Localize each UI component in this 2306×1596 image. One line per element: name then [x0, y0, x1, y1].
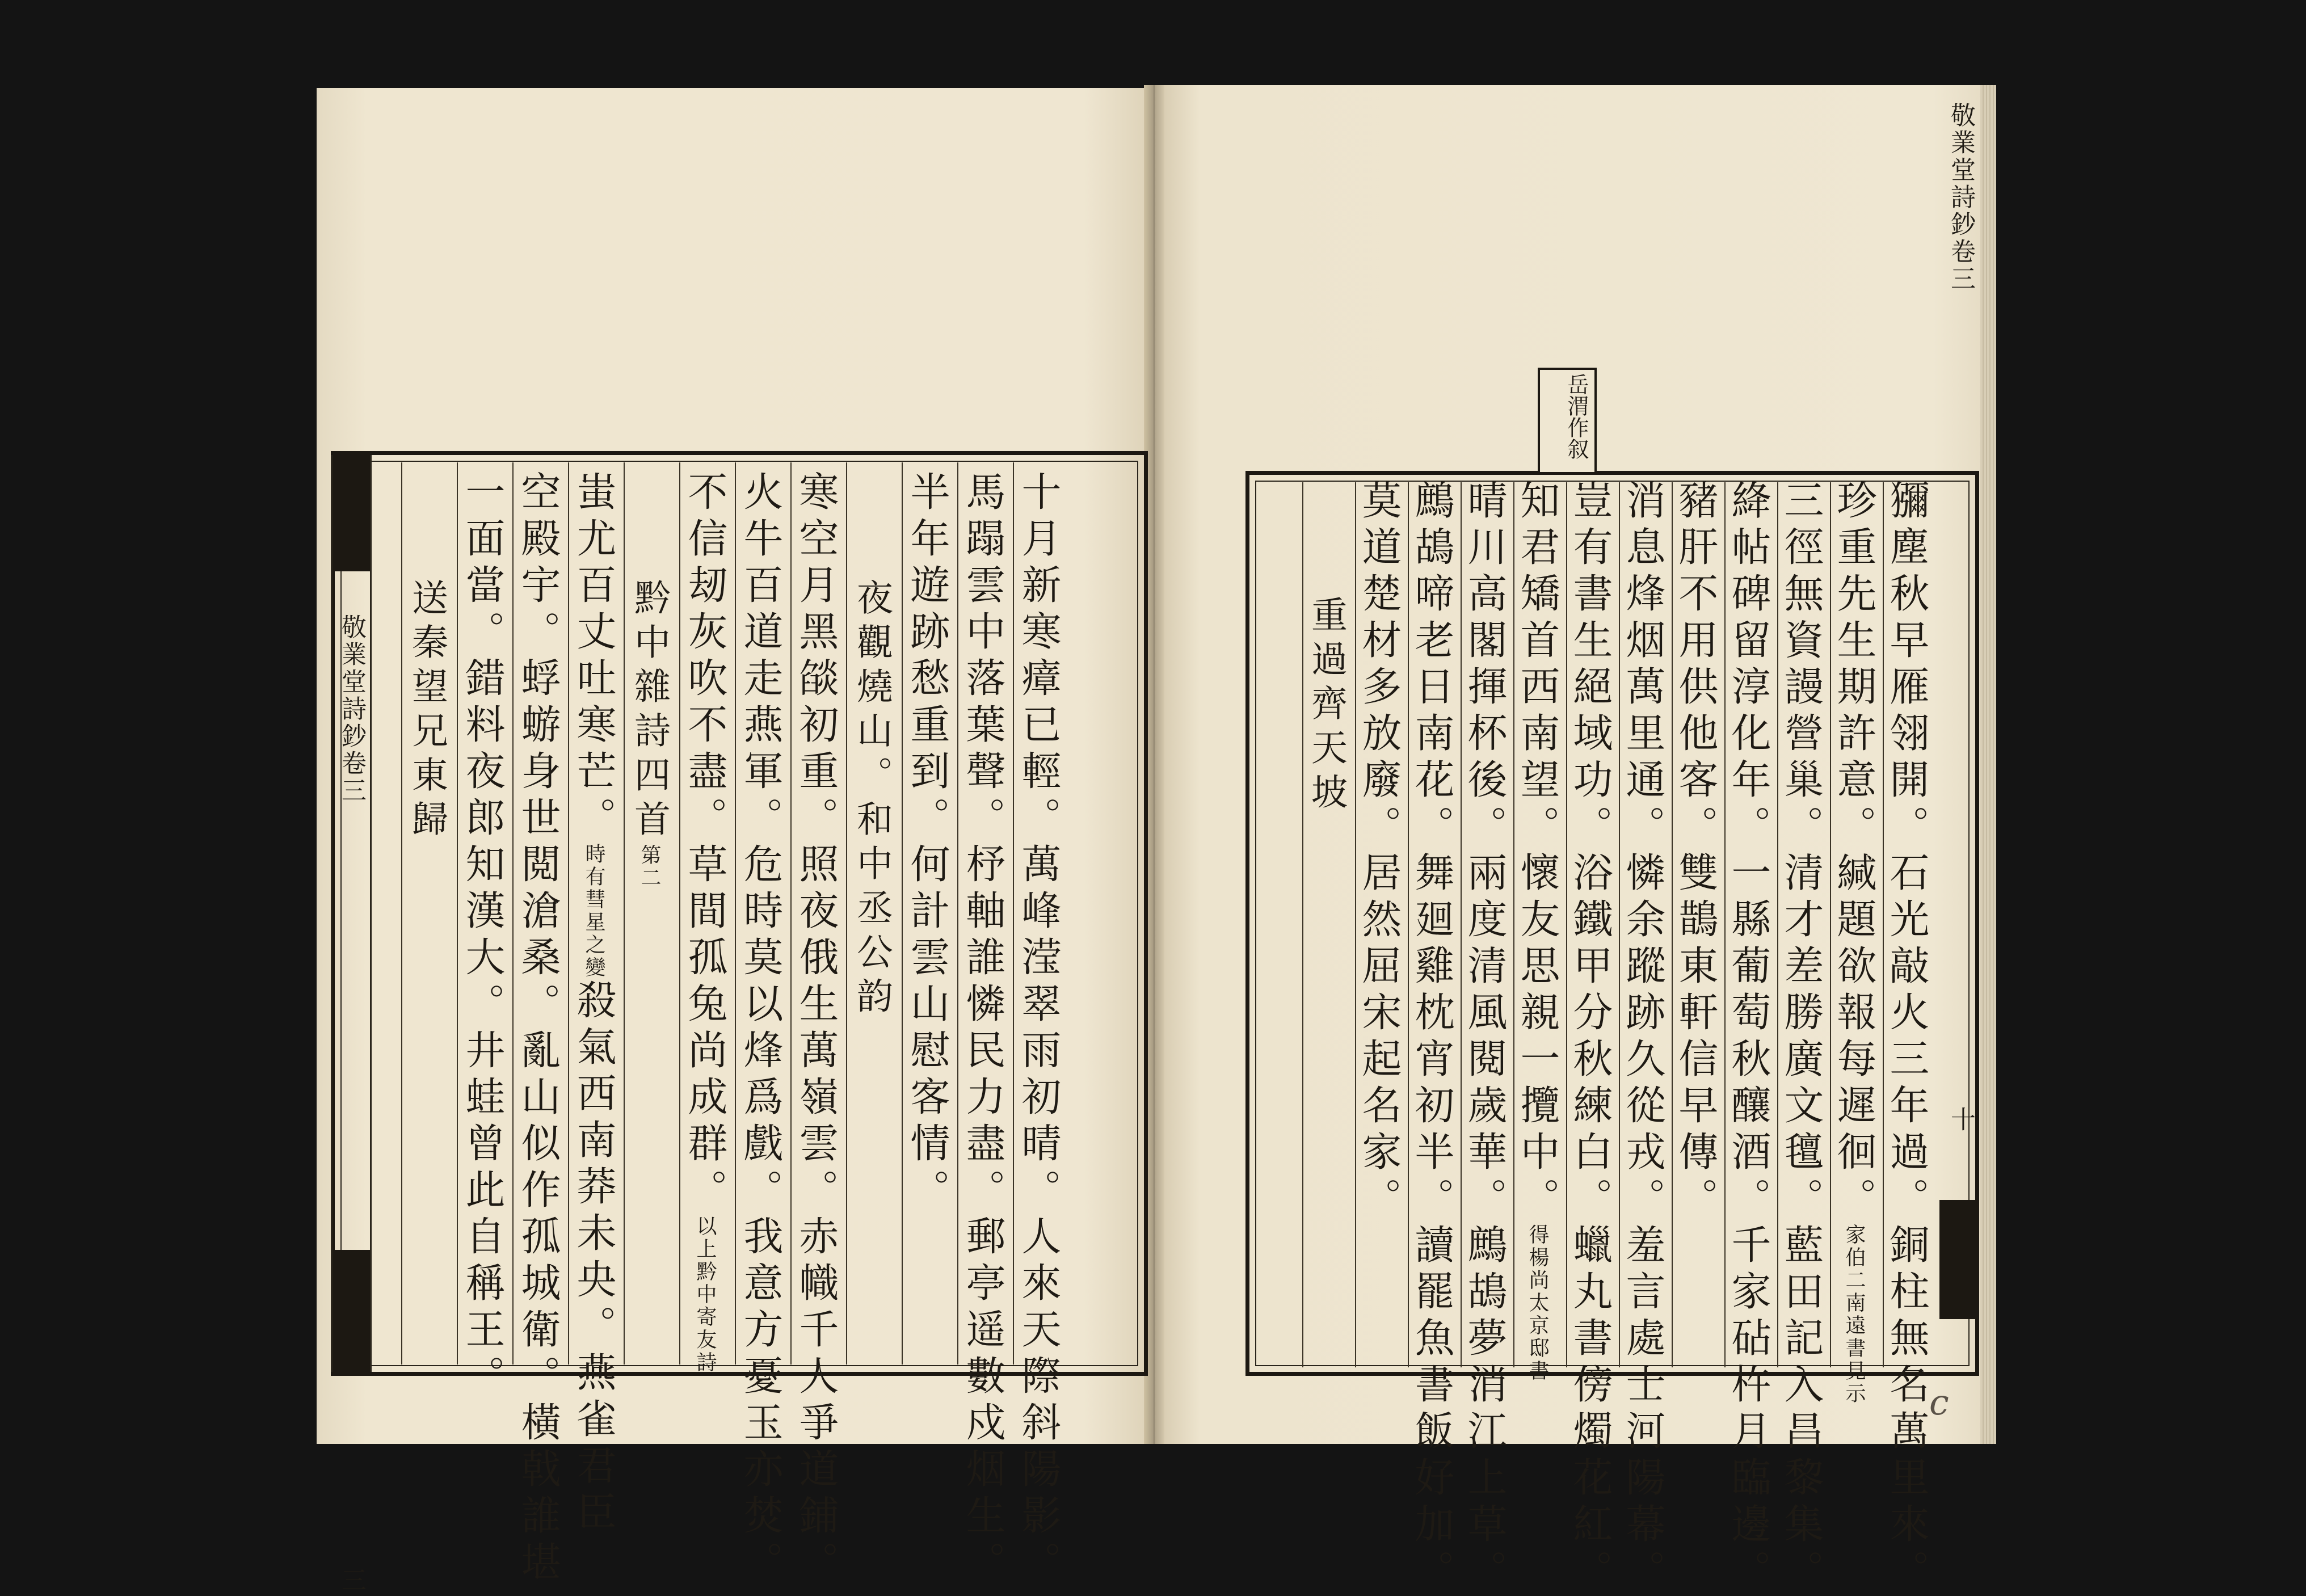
- right-column-rule: [1355, 482, 1356, 1367]
- right-column-rule: [1408, 482, 1409, 1367]
- right-banxin: [1939, 85, 1979, 1372]
- left-column-text: 半年遊跡愁重到。何計雲山慰客情。: [904, 471, 950, 1215]
- right-column-text: 豬肝不用供他客。雙鵲東軒信早傳。: [1672, 479, 1719, 1224]
- left-column-text: 馬蹋雲中落葉聲。杼軸誰憐民力盡。郵亭遥數戍烟生。: [960, 471, 1006, 1587]
- left-column-text: 送秦望兄東歸: [406, 579, 448, 844]
- right-column-rule: [1461, 482, 1462, 1367]
- left-column-rule: [790, 462, 792, 1365]
- right-banxin-page-number: 十: [1946, 1106, 1975, 1131]
- fishtail-bottom: [1939, 1200, 1979, 1319]
- left-column-rule: [457, 462, 458, 1365]
- pencil-mark: c: [1929, 1382, 1949, 1423]
- left-column-text: 蚩尤百丈吐寒芒。: [570, 471, 617, 843]
- left-column-1: [1011, 471, 1066, 1587]
- left-column-7: [678, 471, 732, 1374]
- left-interlinear-note: 時有彗星之變: [582, 843, 605, 979]
- left-column-9: [566, 471, 621, 1538]
- right-column-text: 三徑無資謾營巢。清才差勝廣文氊。藍田記入昌黎集。: [1778, 479, 1824, 1596]
- right-column-text: 珍重先生期許意。緘題欲報每遲徊。: [1831, 479, 1877, 1224]
- left-column-rule: [512, 462, 514, 1365]
- right-column-2: [1827, 479, 1881, 1405]
- right-column-text: 消息烽烟萬里通。憐余蹤跡久從戎。羞言處士河陽幕。: [1619, 479, 1666, 1596]
- right-column-rule: [1566, 482, 1567, 1367]
- page-edge: [1980, 85, 1996, 1444]
- left-column-5: [789, 471, 843, 1587]
- fishtail-bottom: [333, 1250, 370, 1372]
- right-column-rule: [1777, 482, 1778, 1367]
- left-column-text: 寒空月黑燄初重。照夜俄生萬嶺雲。赤幟千人爭道鋪。: [793, 471, 839, 1587]
- right-interlinear-note: 家伯二南遠書見示: [1842, 1224, 1866, 1405]
- left-interlinear-note: 第二: [638, 844, 661, 890]
- right-column-rule: [1830, 482, 1831, 1367]
- right-column-12: [1299, 596, 1353, 817]
- right-column-6: [1615, 479, 1670, 1596]
- left-column-text: 火牛百道走燕軍。危時莫以烽爲戲。我意方憂玉亦焚。: [737, 471, 784, 1587]
- right-column-9: [1457, 479, 1512, 1596]
- left-column-10: [511, 471, 565, 1587]
- left-column-rule: [1013, 462, 1014, 1365]
- left-banxin: [331, 455, 372, 1592]
- left-column-text: 十月新寒瘴已輕。萬峰滢翠雨初晴。人來天際斜陽影。: [1015, 471, 1062, 1587]
- left-column-text: 空殿宇。蜉蝣身世閲滄桑。亂山似作孤城衛。橫戟誰堪: [515, 471, 561, 1587]
- right-column-text: 獼塵秋早雁翎開。石光敲火三年過。銅柱無名萬里來。: [1883, 479, 1930, 1596]
- left-column-rule: [846, 462, 847, 1365]
- right-interlinear-note: 得楊尚太京邸書: [1526, 1224, 1549, 1383]
- left-column-rule: [401, 462, 402, 1365]
- right-column-rule: [1883, 482, 1884, 1367]
- right-column-1: [1879, 479, 1934, 1596]
- left-banxin-page-number: 三: [337, 1567, 366, 1592]
- right-column-11: [1352, 479, 1406, 1224]
- right-column-7: [1563, 479, 1617, 1596]
- slip-tab-text: 岳渭作叙: [1564, 373, 1589, 460]
- left-column-text-continued: 殺氣西南莽未央。燕雀君臣: [570, 979, 617, 1538]
- right-column-rule: [1619, 482, 1620, 1367]
- right-column-10: [1404, 479, 1459, 1596]
- left-interlinear-note: 以上黔中寄友詩: [693, 1215, 717, 1374]
- right-column-rule: [1672, 482, 1673, 1367]
- fishtail-top: [333, 455, 370, 571]
- right-column-text: 絳帖碑留淳化年。一縣葡萄秋釀酒。千家砧杵月臨邊。: [1725, 479, 1771, 1596]
- right-column-text: 豈有書生絕域功。浴鐵甲分秋練白。蠟丸書傍燭花紅。: [1567, 479, 1613, 1596]
- left-column-4: [844, 579, 899, 1021]
- left-column-12: [399, 579, 454, 844]
- right-column-text: 重過齊天坡: [1305, 596, 1347, 817]
- left-banxin-title: 敬業堂詩鈔卷三: [337, 614, 366, 805]
- right-column-3: [1774, 479, 1828, 1596]
- slip-tab: [1538, 368, 1597, 474]
- right-column-5: [1668, 479, 1723, 1224]
- left-column-11: [455, 471, 510, 1401]
- left-column-8: [622, 579, 676, 890]
- right-column-rule: [1302, 482, 1303, 1367]
- left-column-text: 夜觀燒山。和中丞公韵: [851, 579, 893, 1021]
- left-column-rule: [902, 462, 903, 1365]
- right-column-text: 晴川高閣揮杯後。兩度清風閱歲華。鷓鴣夢消江上草。: [1461, 479, 1508, 1596]
- left-column-rule: [679, 462, 680, 1365]
- left-column-2: [956, 471, 1010, 1587]
- right-banxin-title: 敬業堂詩鈔卷三: [1946, 102, 1975, 293]
- left-column-text: 一面當。錯料夜郎知漢大。井蛙曾此自稱王。: [459, 471, 506, 1401]
- right-column-8: [1510, 479, 1564, 1383]
- left-column-rule: [735, 462, 736, 1365]
- right-column-rule: [1724, 482, 1726, 1367]
- left-column-6: [733, 471, 788, 1587]
- right-column-text: 莫道楚材多放廢。居然屈宋起名家。: [1356, 479, 1402, 1224]
- left-column-3: [900, 471, 954, 1215]
- left-column-rule: [624, 462, 625, 1365]
- left-column-rule: [568, 462, 569, 1365]
- left-column-text: 黔中雜詩四首: [628, 579, 670, 844]
- right-column-rule: [1513, 482, 1514, 1367]
- right-column-4: [1721, 479, 1775, 1596]
- right-column-text: 知君矯首西南望。懷友思親一攬中。: [1514, 479, 1560, 1224]
- right-column-text: 鷓鴣啼老日南花。舞廻雞枕宵初半。讀罷魚書飯好加。: [1408, 479, 1455, 1596]
- left-column-text: 不信刼灰吹不盡。草間孤兔尚成群。: [681, 471, 728, 1215]
- left-column-rule: [957, 462, 958, 1365]
